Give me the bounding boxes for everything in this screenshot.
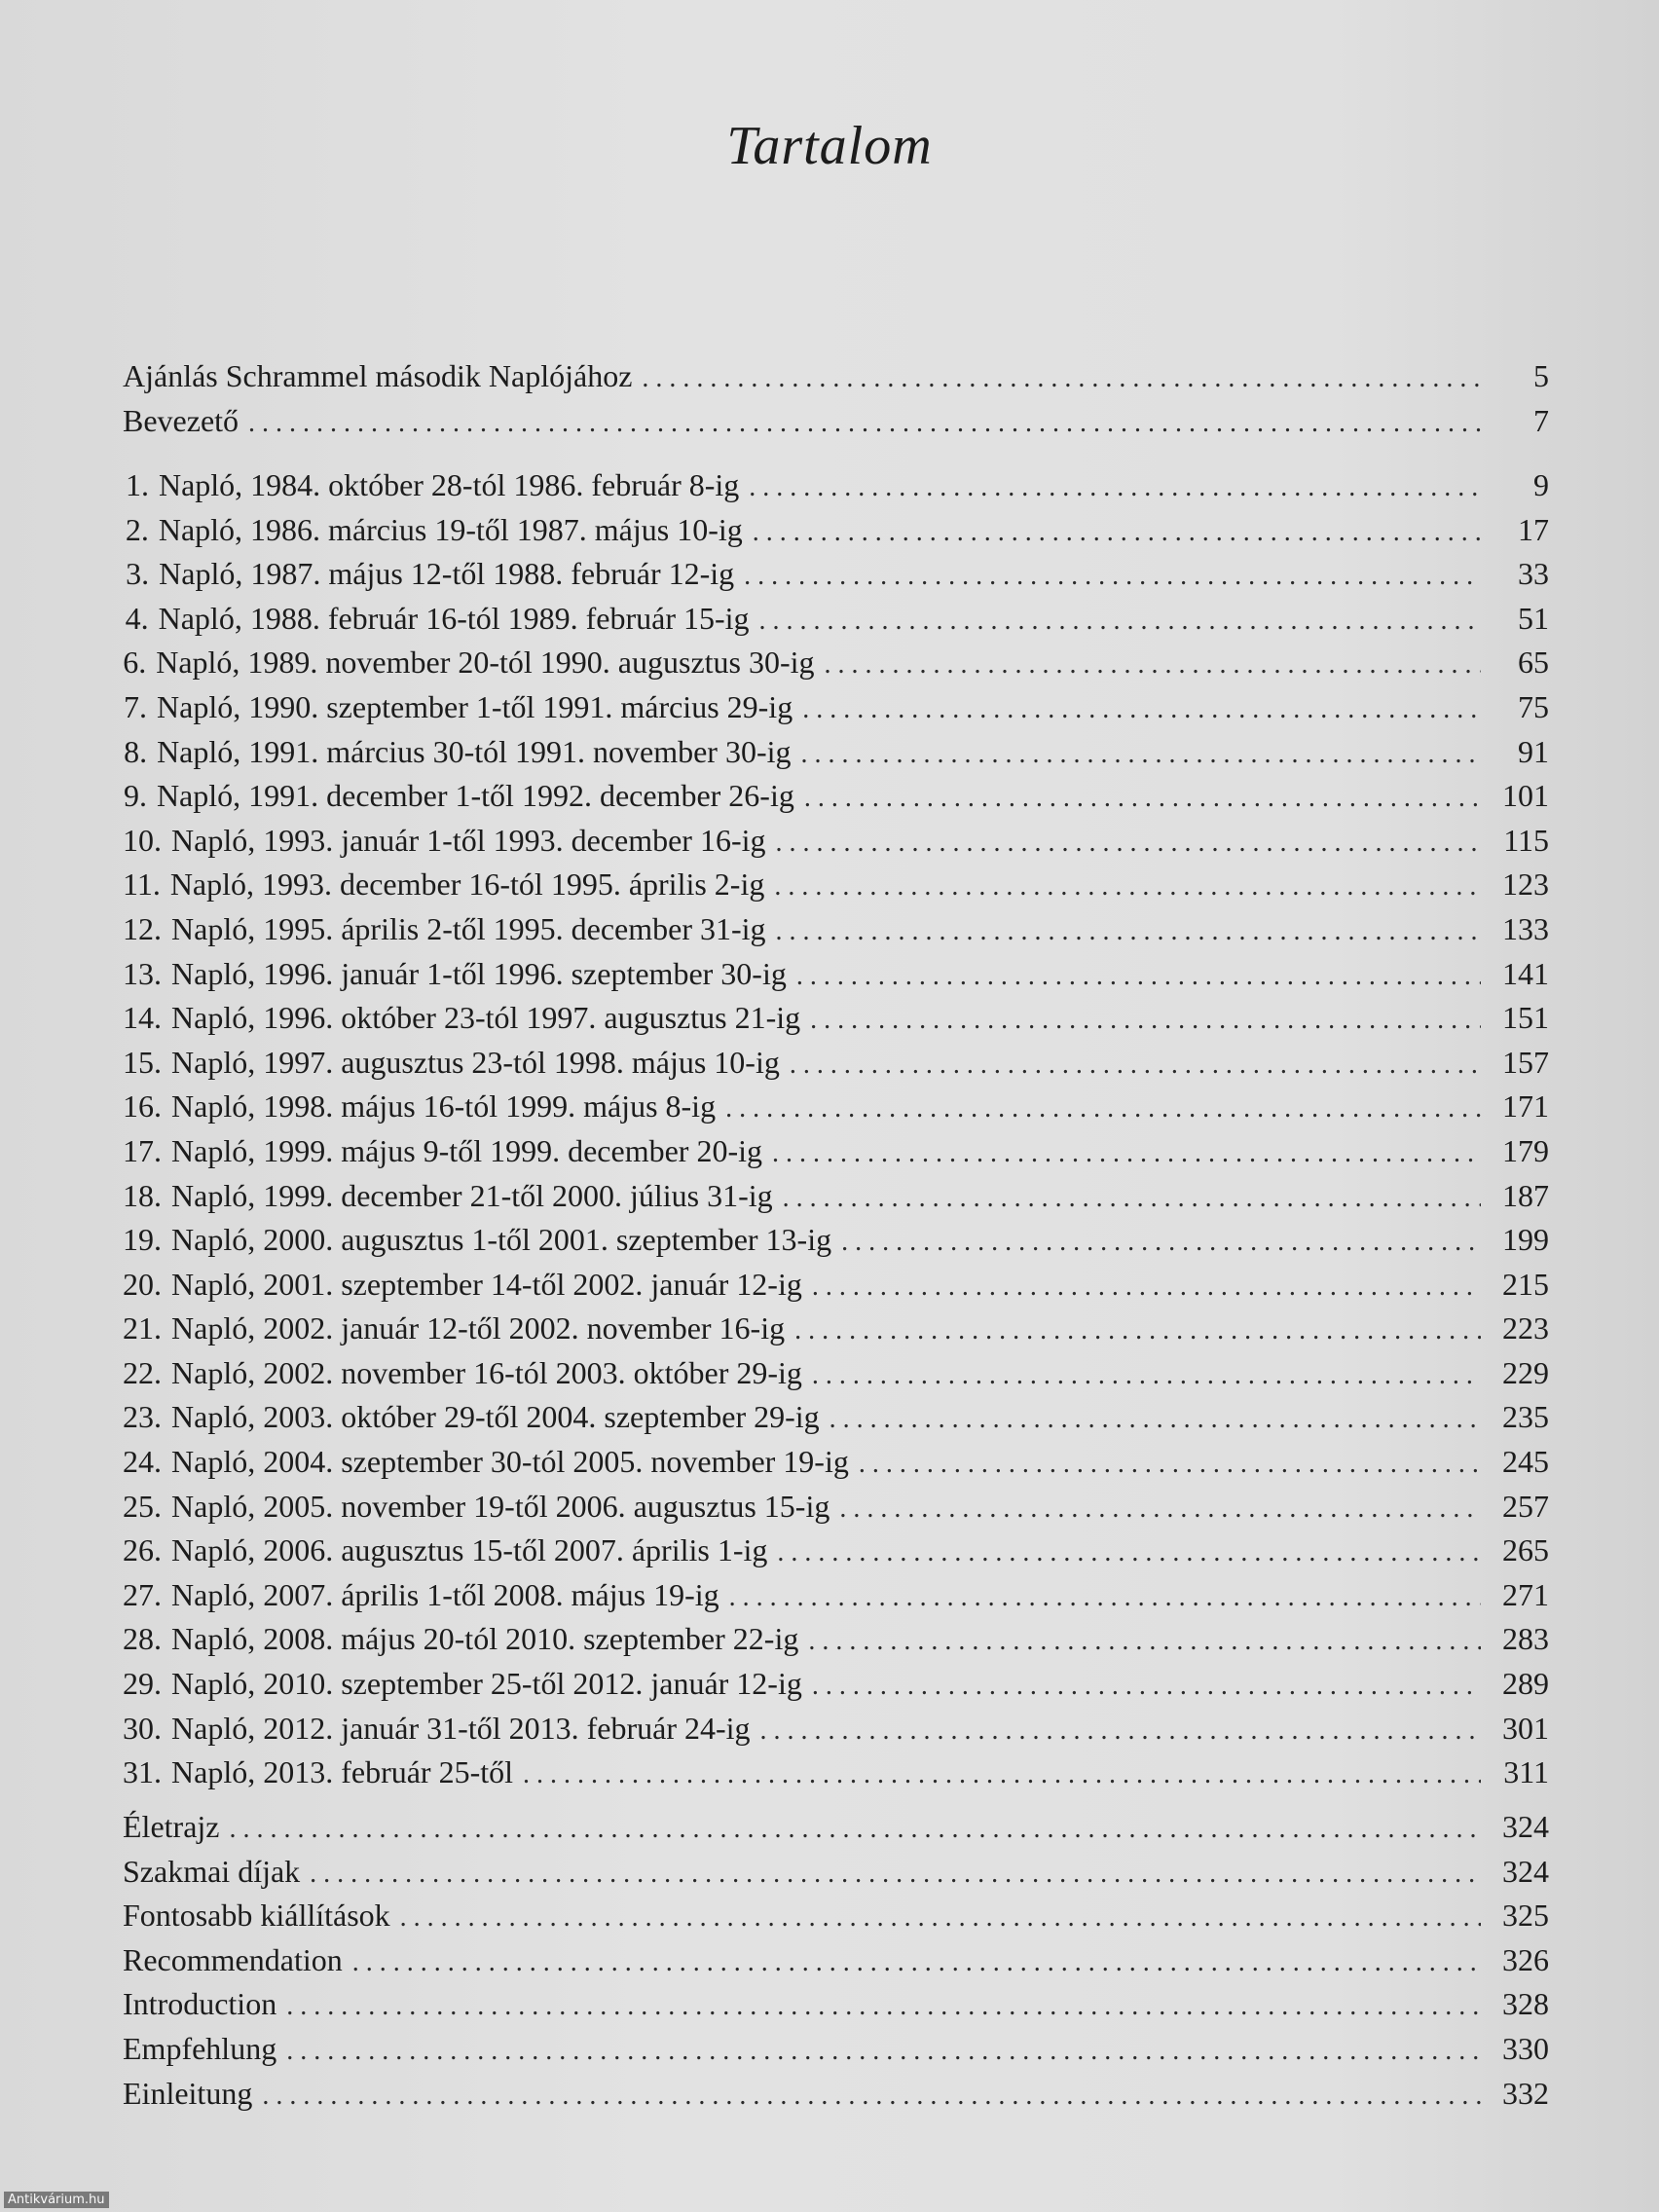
watermark: Antikvárium.hu — [4, 2192, 109, 2208]
dot-leader — [725, 1093, 1481, 1124]
dot-leader — [841, 1227, 1481, 1258]
toc-entry-number: 6. — [123, 645, 147, 681]
toc-entry — [123, 1532, 1549, 1577]
toc-entry-label: Napló, 1998. május 16-tól 1999. május 8-ig — [171, 1088, 717, 1124]
toc-entry-number: 19. — [123, 1222, 162, 1258]
toc-entry — [123, 956, 1549, 1001]
toc-entry-page-number: 215 — [1502, 1266, 1549, 1302]
toc-entry-label: Napló, 1987. május 12-től 1988. február 12-ig — [159, 556, 735, 592]
toc-entry-label: Életrajz — [123, 1809, 220, 1844]
toc-entry-label: Napló, 1993. január 1-től 1993. december 16-ig — [171, 822, 766, 858]
dot-leader — [796, 961, 1481, 992]
toc-entry-page-number: 271 — [1502, 1576, 1549, 1612]
toc-entry — [123, 1666, 1549, 1711]
toc-entry — [123, 1754, 1549, 1799]
toc-entry — [123, 823, 1549, 867]
dot-leader — [794, 1315, 1481, 1346]
dot-leader — [744, 561, 1481, 592]
toc-entry-page-number: 187 — [1502, 1177, 1549, 1213]
toc-entry-label: Einleitung — [123, 2075, 253, 2111]
dot-leader — [830, 1404, 1481, 1435]
toc-entry — [123, 1399, 1549, 1444]
toc-entry — [123, 358, 1549, 403]
dot-leader — [774, 871, 1481, 903]
toc-entry — [123, 1577, 1549, 1622]
dot-leader — [262, 2081, 1481, 2112]
toc-entry-page-number: 17 — [1518, 511, 1549, 547]
toc-entry — [123, 1133, 1549, 1178]
toc-entry-label: Napló, 2005. november 19-től 2006. augusztus 15-ig — [171, 1488, 830, 1524]
toc-entry-number: 2. — [125, 511, 149, 547]
toc-entry-label: Napló, 1991. március 30-tól 1991. november 30-ig — [157, 733, 792, 769]
toc-entry-page-number: 311 — [1503, 1754, 1549, 1790]
toc-entry-page-number: 157 — [1502, 1044, 1549, 1080]
dot-leader — [812, 1671, 1481, 1702]
toc-entry-label: Napló, 2007. április 1-től 2008. május 19-ig — [171, 1576, 719, 1612]
toc-entry — [123, 1222, 1549, 1267]
toc-entry-label: Napló, 2000. augusztus 1-től 2001. szeptember 13-ig — [171, 1222, 832, 1258]
toc-entry-label: Napló, 2010. szeptember 25-től 2012. január 12-ig — [171, 1666, 802, 1702]
toc-entry-number: 17. — [123, 1132, 162, 1168]
toc-entry-label: Napló, 1999. május 9-től 1999. december 20-ig — [171, 1132, 762, 1168]
toc-entry-page-number: 324 — [1502, 1853, 1549, 1889]
toc-entry-label: Napló, 1984. október 28-tól 1986. február 8-ig — [158, 467, 740, 502]
dot-leader — [753, 517, 1481, 548]
toc-entry-label: Napló, 2006. augusztus 15-től 2007. április 1-ig — [171, 1532, 768, 1568]
dot-leader — [801, 739, 1482, 770]
toc-entry-number: 21. — [123, 1310, 162, 1346]
toc-entry — [123, 1898, 1549, 1942]
toc-entry-page-number: 123 — [1502, 866, 1549, 903]
toc-entry-label: Bevezető — [123, 402, 240, 438]
toc-entry-number: 20. — [123, 1266, 162, 1302]
toc-entry — [123, 1045, 1549, 1089]
toc-entry-page-number: 257 — [1502, 1488, 1549, 1524]
toc-entry-label: Fontosabb kiállítások — [123, 1898, 390, 1934]
toc-entry-page-number: 283 — [1502, 1621, 1549, 1657]
toc-entry-label: Napló, 1986. március 19-től 1987. május 10-ig — [158, 511, 743, 547]
toc-entry — [123, 403, 1549, 448]
toc-entry — [123, 1986, 1549, 2031]
dot-leader — [812, 1272, 1481, 1303]
toc-entry-number: 4. — [125, 600, 149, 636]
toc-entry-page-number: 133 — [1502, 910, 1549, 946]
toc-entry-page-number: 179 — [1502, 1132, 1549, 1168]
toc-entry-number: 12. — [123, 910, 162, 946]
toc-diary-section — [123, 467, 1549, 1799]
dot-leader — [400, 1902, 1481, 1934]
dot-leader — [783, 1183, 1481, 1214]
toc-entry — [123, 1444, 1549, 1489]
toc-entry-number: 24. — [123, 1444, 162, 1480]
toc-back-section — [123, 1809, 1549, 2120]
toc-entry — [123, 1088, 1549, 1133]
toc-entry-label: Napló, 2013. február 25-től — [171, 1754, 514, 1790]
toc-entry-number: 11. — [123, 866, 161, 903]
toc-entry-label: Napló, 1999. december 21-től 2000. július 31-ig — [171, 1177, 773, 1213]
toc-entry-number: 26. — [123, 1532, 162, 1568]
toc-entry — [123, 911, 1549, 956]
toc-entry-label: Ajánlás Schrammel második Naplójához — [123, 358, 633, 393]
dot-leader — [776, 828, 1482, 859]
dot-leader — [839, 1493, 1481, 1525]
toc-entry-page-number: 229 — [1502, 1354, 1549, 1390]
toc-entry-page-number: 171 — [1502, 1088, 1549, 1124]
toc-entry-label: Napló, 1993. december 16-tól 1995. április 2-ig — [169, 866, 765, 903]
dot-leader — [802, 694, 1481, 725]
toc-entry-page-number: 301 — [1502, 1710, 1549, 1746]
toc-entry — [123, 2031, 1549, 2076]
dot-leader — [776, 916, 1481, 947]
toc-entry-number: 18. — [123, 1177, 162, 1213]
toc-entry-label: Napló, 2004. szeptember 30-tól 2005. november 19-ig — [171, 1444, 849, 1480]
dot-leader — [286, 1991, 1481, 2022]
toc-entry-label: Napló, 2001. szeptember 14-től 2002. január 12-ig — [171, 1266, 802, 1302]
dot-leader — [825, 649, 1481, 681]
toc-entry-number: 25. — [123, 1488, 162, 1524]
toc-entry-page-number: 75 — [1518, 688, 1549, 724]
toc-entry — [123, 2076, 1549, 2120]
toc-front-section — [123, 358, 1549, 447]
toc-entry-label: Introduction — [123, 1986, 277, 2022]
toc-entry-number: 7. — [124, 688, 147, 724]
dot-leader — [352, 1947, 1481, 1978]
toc-entry-page-number: 325 — [1502, 1898, 1549, 1934]
toc-entry-label: Napló, 1997. augusztus 23-tól 1998. május 10-ig — [171, 1044, 780, 1080]
toc-entry — [123, 1178, 1549, 1223]
toc-entry — [123, 556, 1549, 601]
toc-entry — [123, 778, 1549, 823]
toc-entry-page-number: 332 — [1502, 2075, 1549, 2111]
toc-entry-page-number: 9 — [1533, 467, 1549, 502]
toc-entry-page-number: 245 — [1502, 1444, 1549, 1480]
toc-entry-page-number: 65 — [1518, 645, 1549, 681]
dot-leader — [772, 1138, 1481, 1169]
toc-entry-label: Szakmai díjak — [123, 1853, 301, 1889]
toc-entry-label: Napló, 2002. november 16-tól 2003. október 29-ig — [171, 1354, 802, 1390]
toc-entry-page-number: 151 — [1502, 1000, 1549, 1036]
toc-entry-number: 1. — [125, 467, 149, 502]
toc-entry — [123, 1809, 1549, 1854]
toc-entry-number: 28. — [123, 1621, 162, 1657]
dot-leader — [812, 1360, 1481, 1391]
toc-entry-label: Napló, 1990. szeptember 1-től 1991. március 29-ig — [157, 688, 793, 724]
toc-entry-page-number: 265 — [1502, 1532, 1549, 1568]
dot-leader — [749, 472, 1481, 503]
dot-leader — [760, 1715, 1481, 1747]
toc-entry-page-number: 33 — [1518, 556, 1549, 592]
toc-entry — [123, 1000, 1549, 1045]
toc-entry-number: 8. — [124, 733, 148, 769]
toc-entry — [123, 1621, 1549, 1666]
toc-entry — [123, 866, 1549, 911]
toc-entry — [123, 1310, 1549, 1355]
toc-entry-number: 9. — [123, 778, 147, 814]
toc-entry — [123, 1355, 1549, 1400]
toc-entry-label: Napló, 2003. október 29-től 2004. szeptember 29-ig — [171, 1399, 820, 1435]
toc-entry-label: Napló, 1988. február 16-tól 1989. február 15-ig — [158, 600, 750, 636]
toc-entry — [123, 467, 1549, 512]
toc-entry — [123, 1267, 1549, 1311]
toc-entry-number: 13. — [123, 955, 162, 991]
dot-leader — [729, 1582, 1481, 1613]
dot-leader — [642, 363, 1481, 394]
toc-entry-page-number: 141 — [1502, 955, 1549, 991]
toc-entry-number: 16. — [123, 1088, 162, 1124]
toc-entry-page-number: 223 — [1502, 1310, 1549, 1346]
toc-entry-page-number: 289 — [1502, 1666, 1549, 1702]
toc-entry-label: Napló, 1989. november 20-tól 1990. augusztus 30-ig — [156, 645, 815, 681]
toc-entry-label: Empfehlung — [123, 2030, 277, 2066]
toc-entry-page-number: 51 — [1518, 600, 1549, 636]
toc-entry-page-number: 328 — [1502, 1986, 1549, 2022]
toc-entry — [123, 601, 1549, 645]
toc-entry-page-number: 326 — [1502, 1941, 1549, 1977]
toc-entry — [123, 1942, 1549, 1987]
dot-leader — [777, 1537, 1481, 1568]
toc-entry-page-number: 91 — [1518, 733, 1549, 769]
dot-leader — [810, 1005, 1481, 1036]
toc-entry — [123, 512, 1549, 557]
toc-entry-page-number: 235 — [1502, 1399, 1549, 1435]
dot-leader — [759, 606, 1481, 637]
toc-entry-label: Napló, 1996. október 23-tól 1997. augusztus 21-ig — [171, 1000, 801, 1036]
toc-entry-number: 30. — [123, 1710, 162, 1746]
toc-entry-label: Napló, 2012. január 31-től 2013. február 24-ig — [171, 1710, 751, 1746]
toc-entry-page-number: 199 — [1502, 1222, 1549, 1258]
toc-entry-label: Recommendation — [123, 1941, 343, 1977]
toc-entry-page-number: 324 — [1502, 1809, 1549, 1844]
toc-entry — [123, 1854, 1549, 1899]
toc-entry-number: 22. — [123, 1354, 162, 1390]
toc-entry-number: 3. — [126, 556, 150, 592]
dot-leader — [286, 2036, 1481, 2067]
toc-entry-page-number: 5 — [1533, 358, 1549, 393]
toc-entry — [123, 1711, 1549, 1755]
toc-entry-page-number: 330 — [1502, 2030, 1549, 2066]
toc-entry — [123, 1489, 1549, 1533]
dot-leader — [790, 1050, 1481, 1081]
dot-leader — [808, 1626, 1481, 1657]
toc-entry-number: 29. — [123, 1666, 162, 1702]
toc-entry — [123, 734, 1549, 779]
toc-entry-number: 10. — [123, 822, 162, 858]
page-title: Tartalom — [726, 116, 933, 176]
dot-leader — [523, 1759, 1481, 1790]
toc-entry-page-number: 115 — [1503, 822, 1549, 858]
dot-leader — [804, 783, 1481, 814]
toc-entry-label: Napló, 1991. december 1-től 1992. december 26-ig — [156, 778, 794, 814]
toc-entry — [123, 689, 1549, 734]
toc-entry-number: 31. — [123, 1754, 162, 1790]
toc-entry-number: 15. — [123, 1044, 162, 1080]
toc-entry-label: Napló, 2008. május 20-tól 2010. szeptember 22-ig — [171, 1621, 799, 1657]
dot-leader — [229, 1814, 1481, 1845]
toc-entry — [123, 645, 1549, 689]
toc-entry-label: Napló, 1996. január 1-től 1996. szeptember 30-ig — [171, 955, 787, 991]
toc-entry-page-number: 101 — [1502, 778, 1549, 814]
dot-leader — [859, 1449, 1481, 1480]
dot-leader — [248, 408, 1481, 439]
toc-entry-label: Napló, 2002. január 12-től 2002. november 16-ig — [171, 1310, 786, 1346]
toc-entry-number: 14. — [123, 1000, 162, 1036]
toc-entry-label: Napló, 1995. április 2-től 1995. december 31-ig — [171, 910, 766, 946]
dot-leader — [310, 1859, 1481, 1890]
toc-entry-number: 23. — [123, 1399, 162, 1435]
toc-entry-page-number: 7 — [1533, 402, 1549, 438]
toc-entry-number: 27. — [123, 1576, 162, 1612]
